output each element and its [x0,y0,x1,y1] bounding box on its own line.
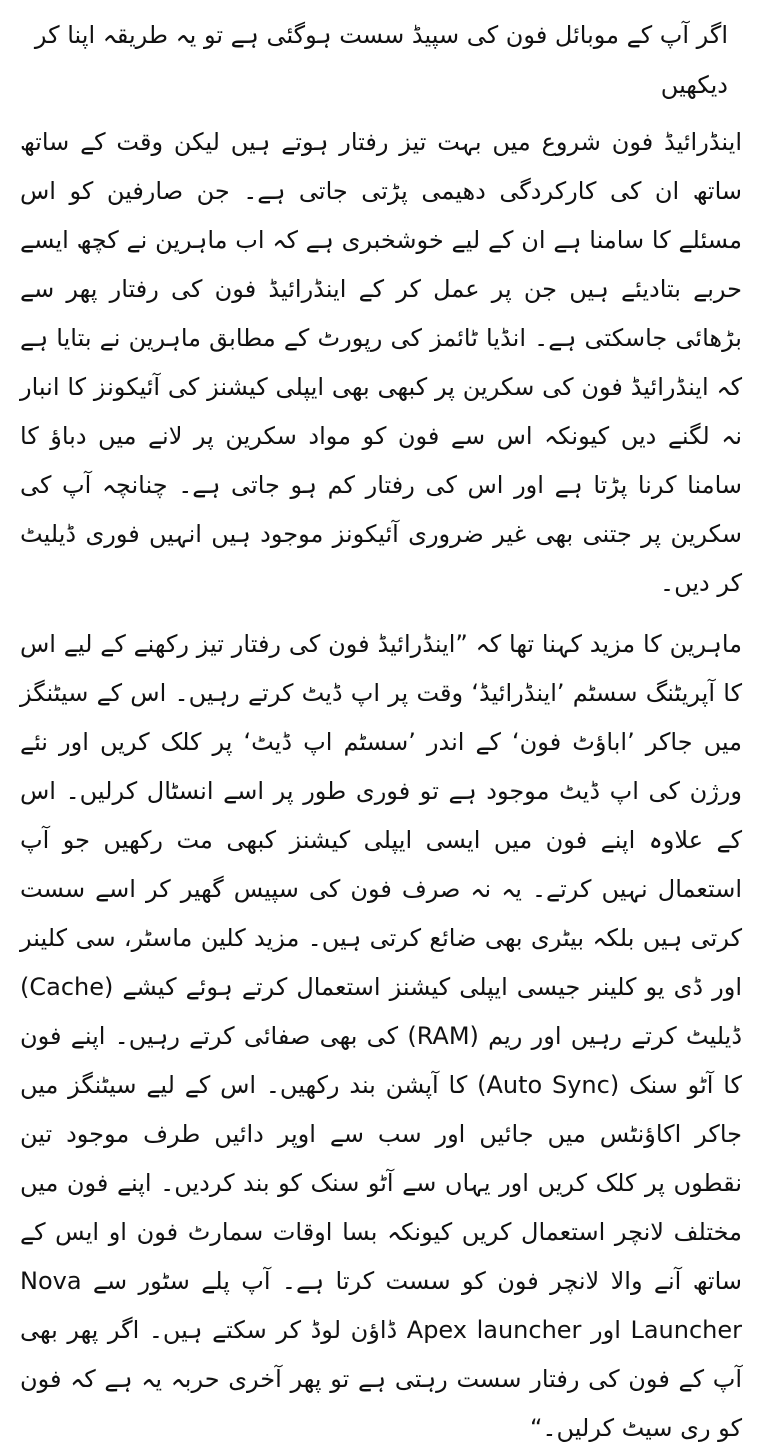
article-paragraph-2: ماہرین کا مزید کہنا تھا کہ ”اینڈرائیڈ فون کی رفتار تیز رکھنے کے لیے اس کا آپریٹنگ سسٹم ’اینڈرائیڈ‘ وقت پر اپ ڈیٹ کرتے رہیں۔ اس کے سیٹنگز میں جاکر ’اباؤٹ فون‘ کے اندر ’سسٹم اپ ڈیٹ‘ پر کلک کریں اور نئے ورژن کی اپ ڈیٹ موجود ہے تو فوری طور پر اسے انسٹال کرلیں۔ اس کے علاوہ اپنے فون میں ایسی ایپلی کیشنز کبھی مت رکھیں جو آپ استعمال نہیں کرتے۔ یہ نہ صرف فون کی سپیس گھیر کر اسے سست کرتی ہیں بلکہ بیٹری بھی ضائع کرتی ہیں۔ مزید کلین ماسٹر، سی کلینر اور ڈی یو کلینر جیسی ایپلی کیشنز استعمال کرتے ہوئے کیشے (Cache) ڈیلیٹ کرتے رہیں اور ریم (RAM) کی بھی صفائی کرتے رہیں۔ اپنے فون کا آٹو سنک (Auto Sync) کا آپشن بند رکھیں۔ اس کے لیے سیٹنگز میں جاکر اکاؤنٹس میں جائیں اور سب سے اوپر دائیں طرف موجود تین نقطوں پر کلک کریں اور یہاں سے آٹو سنک کو بند کردیں۔ اپنے فون میں مختلف لانچر استعمال کریں کیونکہ بسا اوقات سمارٹ فون او ایس کے ساتھ آنے والا لانچر فون کو سست کرتا ہے۔ آپ پلے سٹور سے Nova Launcher اور Apex launcher ڈاؤن لوڈ کر سکتے ہیں۔ اگر پھر بھی آپ کے فون کی رفتار سست رہتی ہے تو پھر آخری حربہ یہ ہے کہ فون کو ری سیٹ کرلیں۔“ [20,630,743,1442]
article-paragraph-1: اینڈرائیڈ فون شروع میں بہت تیز رفتار ہوتے ہیں لیکن وقت کے ساتھ ساتھ ان کی کارکردگی دھیمی پڑتی جاتی ہے۔ جن صارفین کو اس مسئلے کا سامنا ہے ان کے لیے خوشخبری ہے کہ اب ماہرین نے کچھ ایسے حربے بتادیئے ہیں جن پر عمل کر کے اینڈرائیڈ فون کی رفتار پھر سے بڑھائی جاسکتی ہے۔ انڈیا ٹائمز کی رپورٹ کے مطابق ماہرین نے بتایا ہے کہ اینڈرائیڈ فون کی سکرین پر کبھی بھی ایپلی کیشنز کی آئیکونز کا انبار نہ لگنے دیں کیونکہ اس سے فون کو مواد سکرین پر لانے میں دباؤ کا سامنا کرنا پڑتا ہے اور اس کی رفتار کم ہو جاتی ہے۔ چنانچہ آپ کی سکرین پر جتنی بھی غیر ضروری آئیکونز موجود ہیں انہیں فوری ڈیلیٹ کر دیں۔ [20,128,742,597]
article-title: اگر آپ کے موبائل فون کی سپیڈ سست ہوگئی ہے تو یہ طریقہ اپنا کر دیکھیں [34,21,728,99]
